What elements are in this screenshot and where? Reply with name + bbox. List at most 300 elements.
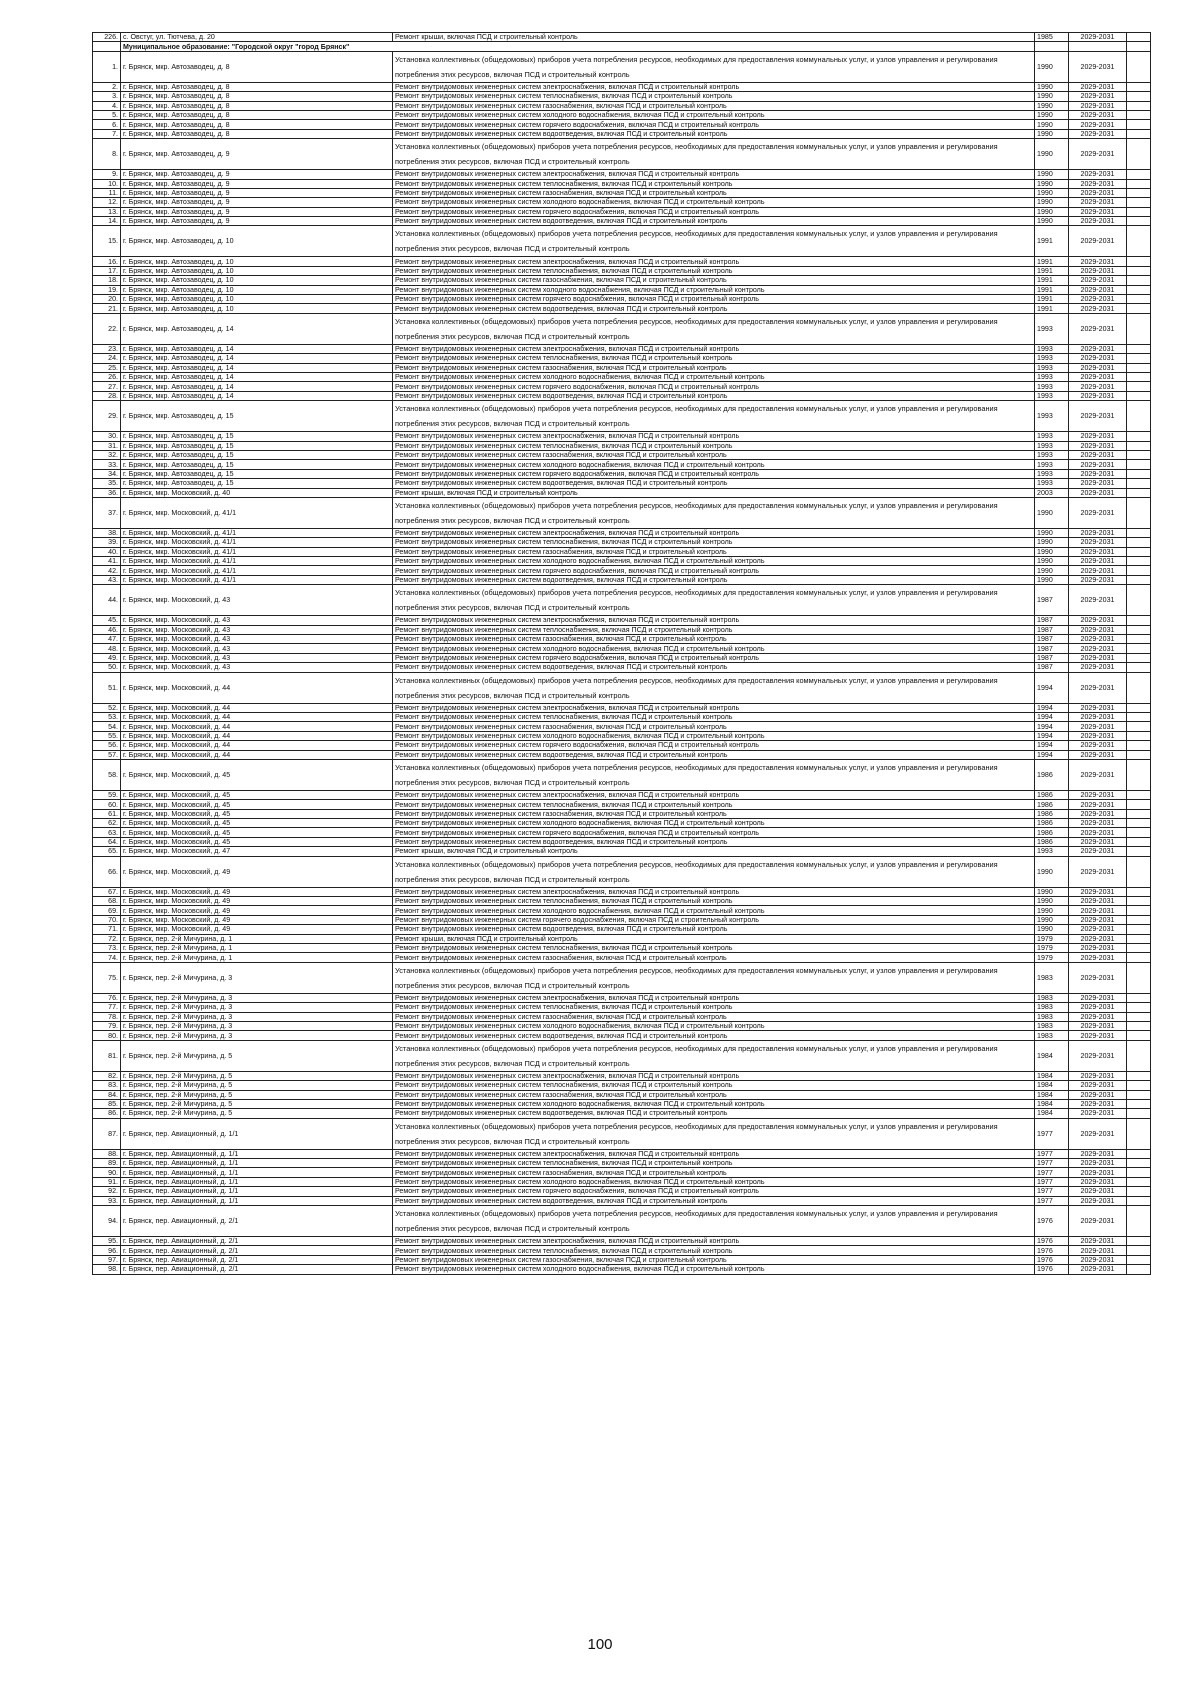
- row-period: 2029-2031: [1069, 703, 1127, 712]
- row-year: 1977: [1035, 1196, 1069, 1205]
- table-row: [93, 897, 1151, 906]
- row-work: Ремонт крыши, включая ПСД и строительный контроль: [393, 488, 1035, 497]
- row-extra: [1127, 1003, 1151, 1012]
- table-row: [93, 528, 1151, 537]
- row-work: Ремонт внутридомовых инженерных систем электроснабжения, включая ПСД и строительный контроль: [393, 790, 1035, 799]
- table-row: [93, 1118, 1151, 1149]
- row-number: 10.: [93, 179, 121, 188]
- row-number: 82.: [93, 1071, 121, 1080]
- row-period: 2029-2031: [1069, 1196, 1127, 1205]
- row-year: 1977: [1035, 1187, 1069, 1196]
- row-period: 2029-2031: [1069, 285, 1127, 294]
- table-row: [93, 391, 1151, 400]
- row-extra: [1127, 800, 1151, 809]
- row-number: 94.: [93, 1206, 121, 1237]
- works-table: [92, 32, 1151, 1275]
- row-work: Ремонт внутридомовых инженерных систем водоотведения, включая ПСД и строительный контроль: [393, 217, 1035, 226]
- row-work: Установка коллективных (общедомовых) приборов учета потребления ресурсов, необходимых для предоставления коммунальных услуг, и узлов управления и регулирования потребления этих ресурсов, включая ПСД и строительный контроль: [393, 139, 1035, 170]
- table-row: [93, 110, 1151, 119]
- row-number: 47.: [93, 635, 121, 644]
- row-work: Установка коллективных (общедомовых) приборов учета потребления ресурсов, необходимых для предоставления коммунальных услуг, и узлов управления и регулирования потребления этих ресурсов, включая ПСД и строительный контроль: [393, 962, 1035, 993]
- row-work: Ремонт внутридомовых инженерных систем теплоснабжения, включая ПСД и строительный контроль: [393, 179, 1035, 188]
- row-extra: [1127, 266, 1151, 275]
- row-work: Ремонт внутридомовых инженерных систем водоотведения, включая ПСД и строительный контроль: [393, 479, 1035, 488]
- row-address: г. Брянск, мкр. Московский, д. 49: [121, 906, 393, 915]
- row-year: 1990: [1035, 566, 1069, 575]
- row-work: Ремонт внутридомовых инженерных систем горячего водоснабжения, включая ПСД и строительный контроль: [393, 120, 1035, 129]
- row-address: г. Брянск, пер. Авиационный, д. 1/1: [121, 1118, 393, 1149]
- row-period: 2029-2031: [1069, 441, 1127, 450]
- row-work: Ремонт внутридомовых инженерных систем газоснабжения, включая ПСД и строительный контроль: [393, 635, 1035, 644]
- row-year: 1993: [1035, 460, 1069, 469]
- works-table-body: [93, 33, 1151, 1275]
- row-period: 2029-2031: [1069, 741, 1127, 750]
- row-period: 2029-2031: [1069, 217, 1127, 226]
- row-extra: [1127, 663, 1151, 672]
- row-work: Ремонт крыши, включая ПСД и строительный контроль: [393, 33, 1035, 42]
- row-period: 2029-2031: [1069, 1187, 1127, 1196]
- row-period: 2029-2031: [1069, 460, 1127, 469]
- table-row: [93, 800, 1151, 809]
- row-period: 2029-2031: [1069, 33, 1127, 42]
- row-extra: [1127, 372, 1151, 381]
- row-work: Ремонт внутридомовых инженерных систем теплоснабжения, включая ПСД и строительный контроль: [393, 92, 1035, 101]
- row-year: 1976: [1035, 1246, 1069, 1255]
- table-row: [93, 538, 1151, 547]
- row-number: 49.: [93, 653, 121, 662]
- row-address: г. Брянск, мкр. Московский, д. 44: [121, 712, 393, 721]
- table-row: [93, 441, 1151, 450]
- row-extra: [1127, 1206, 1151, 1237]
- row-extra: [1127, 1118, 1151, 1149]
- row-address: г. Брянск, мкр. Московский, д. 41/1: [121, 547, 393, 556]
- row-address: г. Брянск, мкр. Автозаводец, д. 15: [121, 432, 393, 441]
- row-period: 2029-2031: [1069, 856, 1127, 887]
- row-period: 2029-2031: [1069, 497, 1127, 528]
- row-address: г. Брянск, мкр. Автозаводец, д. 15: [121, 441, 393, 450]
- row-year: 1986: [1035, 828, 1069, 837]
- table-row: [93, 460, 1151, 469]
- row-extra: [1127, 441, 1151, 450]
- row-address: г. Брянск, мкр. Автозаводец, д. 10: [121, 257, 393, 266]
- row-year: 1984: [1035, 1099, 1069, 1108]
- row-work: Установка коллективных (общедомовых) приборов учета потребления ресурсов, необходимых для предоставления коммунальных услуг, и узлов управления и регулирования потребления этих ресурсов, включая ПСД и строительный контроль: [393, 401, 1035, 432]
- row-extra: [1127, 944, 1151, 953]
- row-extra: [1127, 354, 1151, 363]
- row-number: 77.: [93, 1003, 121, 1012]
- row-work: Ремонт внутридомовых инженерных систем электроснабжения, включая ПСД и строительный контроль: [393, 993, 1035, 1002]
- table-row: [93, 828, 1151, 837]
- row-period: 2029-2031: [1069, 1118, 1127, 1149]
- row-number: 73.: [93, 944, 121, 953]
- row-year: 1993: [1035, 401, 1069, 432]
- row-period: 2029-2031: [1069, 672, 1127, 703]
- row-period: 2029-2031: [1069, 625, 1127, 634]
- table-row: [93, 1246, 1151, 1255]
- row-period: 2029-2031: [1069, 934, 1127, 943]
- table-row: [93, 1206, 1151, 1237]
- row-address: г. Брянск, мкр. Автозаводец, д. 9: [121, 139, 393, 170]
- row-period: 2029-2031: [1069, 257, 1127, 266]
- row-extra: [1127, 566, 1151, 575]
- row-extra: [1127, 344, 1151, 353]
- row-year: 1987: [1035, 625, 1069, 634]
- row-extra: [1127, 809, 1151, 818]
- row-work: Ремонт внутридомовых инженерных систем газоснабжения, включая ПСД и строительный контроль: [393, 953, 1035, 962]
- row-work: Ремонт внутридомовых инженерных систем водоотведения, включая ПСД и строительный контроль: [393, 663, 1035, 672]
- row-address: г. Брянск, мкр. Автозаводец, д. 8: [121, 51, 393, 82]
- row-address: г. Брянск, мкр. Автозаводец, д. 10: [121, 276, 393, 285]
- row-address: г. Брянск, мкр. Автозаводец, д. 8: [121, 101, 393, 110]
- row-number: 17.: [93, 266, 121, 275]
- row-work: Ремонт внутридомовых инженерных систем электроснабжения, включая ПСД и строительный контроль: [393, 82, 1035, 91]
- row-work: Ремонт внутридомовых инженерных систем электроснабжения, включая ПСД и строительный контроль: [393, 703, 1035, 712]
- row-number: 89.: [93, 1159, 121, 1168]
- row-number: 39.: [93, 538, 121, 547]
- row-year: 1979: [1035, 944, 1069, 953]
- row-year: 1987: [1035, 585, 1069, 616]
- row-period: 2029-2031: [1069, 129, 1127, 138]
- row-period: 2029-2031: [1069, 170, 1127, 179]
- row-extra: [1127, 897, 1151, 906]
- row-extra: [1127, 1168, 1151, 1177]
- table-row: [93, 1081, 1151, 1090]
- row-extra: [1127, 170, 1151, 179]
- row-extra: [1127, 51, 1151, 82]
- row-period: 2029-2031: [1069, 828, 1127, 837]
- row-address: г. Брянск, мкр. Автозаводец, д. 10: [121, 295, 393, 304]
- row-period: 2029-2031: [1069, 82, 1127, 91]
- row-period: 2029-2031: [1069, 809, 1127, 818]
- row-address: г. Брянск, пер. 2-й Мичурина, д. 5: [121, 1081, 393, 1090]
- row-extra: [1127, 479, 1151, 488]
- row-year: 1977: [1035, 1118, 1069, 1149]
- row-address: г. Брянск, мкр. Автозаводец, д. 15: [121, 479, 393, 488]
- row-address: г. Брянск, пер. 2-й Мичурина, д. 3: [121, 1031, 393, 1040]
- row-year: 1990: [1035, 110, 1069, 119]
- row-extra: [1127, 82, 1151, 91]
- row-number: 21.: [93, 304, 121, 313]
- table-row: [93, 672, 1151, 703]
- row-address: г. Брянск, пер. 2-й Мичурина, д. 1: [121, 953, 393, 962]
- row-period: 2029-2031: [1069, 344, 1127, 353]
- row-work: Ремонт внутридомовых инженерных систем холодного водоснабжения, включая ПСД и строительный контроль: [393, 1021, 1035, 1030]
- row-address: г. Брянск, мкр. Московский, д. 44: [121, 750, 393, 759]
- row-period: 2029-2031: [1069, 944, 1127, 953]
- row-address: г. Брянск, пер. 2-й Мичурина, д. 5: [121, 1071, 393, 1080]
- row-year: 1986: [1035, 819, 1069, 828]
- row-number: 97.: [93, 1255, 121, 1264]
- row-address: г. Брянск, мкр. Московский, д. 45: [121, 828, 393, 837]
- row-address: г. Брянск, мкр. Автозаводец, д. 8: [121, 82, 393, 91]
- row-extra: [1127, 731, 1151, 740]
- row-number: 58.: [93, 759, 121, 790]
- row-year: 1990: [1035, 856, 1069, 887]
- table-row: [93, 585, 1151, 616]
- row-extra: [1127, 1265, 1151, 1274]
- row-address: г. Брянск, мкр. Московский, д. 45: [121, 819, 393, 828]
- row-year: 1990: [1035, 198, 1069, 207]
- row-period: 2029-2031: [1069, 1081, 1127, 1090]
- row-work: Ремонт внутридомовых инженерных систем электроснабжения, включая ПСД и строительный контроль: [393, 432, 1035, 441]
- row-number: 12.: [93, 198, 121, 207]
- row-address: г. Брянск, пер. Авиационный, д. 1/1: [121, 1187, 393, 1196]
- row-number: 53.: [93, 712, 121, 721]
- row-number: 15.: [93, 226, 121, 257]
- row-period: 2029-2031: [1069, 1031, 1127, 1040]
- row-extra: [1127, 469, 1151, 478]
- row-address: г. Брянск, мкр. Автозаводец, д. 14: [121, 363, 393, 372]
- table-row: [93, 139, 1151, 170]
- row-period: 2029-2031: [1069, 585, 1127, 616]
- row-extra: [1127, 925, 1151, 934]
- section-row: [93, 42, 1151, 51]
- row-extra: [1127, 1196, 1151, 1205]
- row-period: 2029-2031: [1069, 188, 1127, 197]
- row-number: 37.: [93, 497, 121, 528]
- row-year: 1994: [1035, 731, 1069, 740]
- row-work: Ремонт внутридомовых инженерных систем водоотведения, включая ПСД и строительный контроль: [393, 575, 1035, 584]
- row-extra: [1127, 401, 1151, 432]
- table-row: [93, 906, 1151, 915]
- row-period: 2029-2031: [1069, 906, 1127, 915]
- row-work: Ремонт внутридомовых инженерных систем электроснабжения, включая ПСД и строительный контроль: [393, 1237, 1035, 1246]
- row-extra: [1127, 179, 1151, 188]
- table-row: [93, 1040, 1151, 1071]
- row-extra: [1127, 1237, 1151, 1246]
- row-number: 14.: [93, 217, 121, 226]
- row-year: 1983: [1035, 1031, 1069, 1040]
- table-row: [93, 635, 1151, 644]
- row-work: Установка коллективных (общедомовых) приборов учета потребления ресурсов, необходимых для предоставления коммунальных услуг, и узлов управления и регулирования потребления этих ресурсов, включая ПСД и строительный контроль: [393, 759, 1035, 790]
- row-year: 1986: [1035, 800, 1069, 809]
- row-address: г. Брянск, мкр. Автозаводец, д. 9: [121, 170, 393, 179]
- row-year: 1991: [1035, 304, 1069, 313]
- row-year: 1990: [1035, 906, 1069, 915]
- row-number: 74.: [93, 953, 121, 962]
- row-year: 1991: [1035, 295, 1069, 304]
- row-year: 1976: [1035, 1255, 1069, 1264]
- row-number: 7.: [93, 129, 121, 138]
- row-period: 2029-2031: [1069, 790, 1127, 799]
- table-row: [93, 179, 1151, 188]
- row-extra: [1127, 1071, 1151, 1080]
- row-work: Ремонт внутридомовых инженерных систем водоотведения, включая ПСД и строительный контроль: [393, 304, 1035, 313]
- row-work: Ремонт внутридомовых инженерных систем электроснабжения, включая ПСД и строительный контроль: [393, 257, 1035, 266]
- row-extra: [1127, 92, 1151, 101]
- row-number: 25.: [93, 363, 121, 372]
- row-work: Ремонт внутридомовых инженерных систем теплоснабжения, включая ПСД и строительный контроль: [393, 625, 1035, 634]
- row-number: 75.: [93, 962, 121, 993]
- row-year: 1976: [1035, 1206, 1069, 1237]
- row-address: г. Брянск, пер. 2-й Мичурина, д. 3: [121, 1003, 393, 1012]
- row-work: Ремонт внутридомовых инженерных систем газоснабжения, включая ПСД и строительный контроль: [393, 1090, 1035, 1099]
- row-number: 38.: [93, 528, 121, 537]
- row-year: 1987: [1035, 663, 1069, 672]
- row-period: 2029-2031: [1069, 1040, 1127, 1071]
- row-extra: [1127, 1040, 1151, 1071]
- row-number: 59.: [93, 790, 121, 799]
- row-year: 1990: [1035, 129, 1069, 138]
- row-number: 35.: [93, 479, 121, 488]
- row-year: 1990: [1035, 51, 1069, 82]
- table-row: [93, 1187, 1151, 1196]
- row-work: Установка коллективных (общедомовых) приборов учета потребления ресурсов, необходимых для предоставления коммунальных услуг, и узлов управления и регулирования потребления этих ресурсов, включая ПСД и строительный контроль: [393, 1206, 1035, 1237]
- row-extra: [1127, 304, 1151, 313]
- row-address: г. Брянск, мкр. Автозаводец, д. 14: [121, 391, 393, 400]
- row-work: Ремонт внутридомовых инженерных систем теплоснабжения, включая ПСД и строительный контроль: [393, 1246, 1035, 1255]
- row-period: 2029-2031: [1069, 528, 1127, 537]
- row-period: 2029-2031: [1069, 1090, 1127, 1099]
- row-work: Установка коллективных (общедомовых) приборов учета потребления ресурсов, необходимых для предоставления коммунальных услуг, и узлов управления и регулирования потребления этих ресурсов, включая ПСД и строительный контроль: [393, 1040, 1035, 1071]
- row-number: 11.: [93, 188, 121, 197]
- row-address: г. Брянск, мкр. Московский, д. 41/1: [121, 528, 393, 537]
- table-row: [93, 557, 1151, 566]
- row-address: г. Брянск, мкр. Московский, д. 49: [121, 856, 393, 887]
- row-extra: [1127, 887, 1151, 896]
- row-work: Ремонт внутридомовых инженерных систем холодного водоснабжения, включая ПСД и строительный контроль: [393, 731, 1035, 740]
- row-number: 43.: [93, 575, 121, 584]
- table-row: [93, 1177, 1151, 1186]
- row-period: 2029-2031: [1069, 198, 1127, 207]
- page-number: 100: [587, 1636, 613, 1653]
- table-row: [93, 1012, 1151, 1021]
- row-period: 2029-2031: [1069, 750, 1127, 759]
- row-address: г. Брянск, мкр. Автозаводец, д. 15: [121, 401, 393, 432]
- row-work: Ремонт внутридомовых инженерных систем горячего водоснабжения, включая ПСД и строительный контроль: [393, 207, 1035, 216]
- row-extra: [1127, 1149, 1151, 1158]
- row-period: 2029-2031: [1069, 566, 1127, 575]
- row-year: 1993: [1035, 479, 1069, 488]
- table-row: [93, 703, 1151, 712]
- row-number: 29.: [93, 401, 121, 432]
- row-address: г. Брянск, мкр. Московский, д. 41/1: [121, 566, 393, 575]
- row-year: 1976: [1035, 1265, 1069, 1274]
- row-extra: [1127, 188, 1151, 197]
- row-period: 2029-2031: [1069, 731, 1127, 740]
- row-work: Ремонт внутридомовых инженерных систем теплоснабжения, включая ПСД и строительный контроль: [393, 1081, 1035, 1090]
- row-work: Ремонт крыши, включая ПСД и строительный контроль: [393, 847, 1035, 856]
- row-extra: [1127, 363, 1151, 372]
- table-row: [93, 82, 1151, 91]
- row-address: г. Брянск, мкр. Московский, д. 40: [121, 488, 393, 497]
- row-year: 1993: [1035, 372, 1069, 381]
- row-address: г. Брянск, мкр. Автозаводец, д. 8: [121, 120, 393, 129]
- row-year: 1983: [1035, 1003, 1069, 1012]
- row-number: 65.: [93, 847, 121, 856]
- row-year: 1987: [1035, 653, 1069, 662]
- row-year: 1983: [1035, 1012, 1069, 1021]
- table-row: [93, 1237, 1151, 1246]
- table-row: [93, 962, 1151, 993]
- row-extra: [1127, 547, 1151, 556]
- table-row: [93, 1149, 1151, 1158]
- row-extra: [1127, 962, 1151, 993]
- row-extra: [1127, 837, 1151, 846]
- row-period: 2029-2031: [1069, 837, 1127, 846]
- table-row: [93, 257, 1151, 266]
- row-address: г. Брянск, мкр. Автозаводец, д. 9: [121, 198, 393, 207]
- row-extra: [1127, 934, 1151, 943]
- table-row: [93, 497, 1151, 528]
- table-row: [93, 925, 1151, 934]
- table-row: [93, 856, 1151, 887]
- row-address: г. Брянск, пер. 2-й Мичурина, д. 3: [121, 1012, 393, 1021]
- row-period: 2029-2031: [1069, 575, 1127, 584]
- row-year: 1990: [1035, 925, 1069, 934]
- row-period: 2029-2031: [1069, 897, 1127, 906]
- row-work: Установка коллективных (общедомовых) приборов учета потребления ресурсов, необходимых для предоставления коммунальных услуг, и узлов управления и регулирования потребления этих ресурсов, включая ПСД и строительный контроль: [393, 313, 1035, 344]
- table-row: [93, 1003, 1151, 1012]
- row-period: 2029-2031: [1069, 488, 1127, 497]
- table-row: [93, 625, 1151, 634]
- section-number: [93, 42, 121, 51]
- row-number: 42.: [93, 566, 121, 575]
- row-address: г. Брянск, пер. 2-й Мичурина, д. 1: [121, 934, 393, 943]
- row-number: 57.: [93, 750, 121, 759]
- row-work: Ремонт внутридомовых инженерных систем холодного водоснабжения, включая ПСД и строительный контроль: [393, 906, 1035, 915]
- row-number: 60.: [93, 800, 121, 809]
- table-row: [93, 1168, 1151, 1177]
- row-period: 2029-2031: [1069, 712, 1127, 721]
- row-work: Ремонт внутридомовых инженерных систем газоснабжения, включая ПСД и строительный контроль: [393, 363, 1035, 372]
- row-address: г. Брянск, мкр. Московский, д. 44: [121, 731, 393, 740]
- row-work: Ремонт внутридомовых инженерных систем холодного водоснабжения, включая ПСД и строительный контроль: [393, 285, 1035, 294]
- table-row: [93, 547, 1151, 556]
- row-work: Ремонт внутридомовых инженерных систем горячего водоснабжения, включая ПСД и строительный контроль: [393, 653, 1035, 662]
- row-year: 1986: [1035, 790, 1069, 799]
- row-extra: [1127, 207, 1151, 216]
- table-row: [93, 953, 1151, 962]
- table-row: [93, 1021, 1151, 1030]
- row-extra: [1127, 1021, 1151, 1030]
- table-row: [93, 469, 1151, 478]
- row-number: 95.: [93, 1237, 121, 1246]
- row-number: 40.: [93, 547, 121, 556]
- row-number: 66.: [93, 856, 121, 887]
- row-period: 2029-2031: [1069, 887, 1127, 896]
- row-year: 1991: [1035, 257, 1069, 266]
- row-number: 3.: [93, 92, 121, 101]
- table-row: [93, 790, 1151, 799]
- row-period: 2029-2031: [1069, 538, 1127, 547]
- row-address: г. Брянск, пер. 2-й Мичурина, д. 5: [121, 1090, 393, 1099]
- row-year: 1977: [1035, 1159, 1069, 1168]
- row-number: 98.: [93, 1265, 121, 1274]
- row-extra: [1127, 1090, 1151, 1099]
- table-row: [93, 616, 1151, 625]
- row-address: г. Брянск, мкр. Автозаводец, д. 8: [121, 92, 393, 101]
- row-period: 2029-2031: [1069, 382, 1127, 391]
- row-year: 1993: [1035, 363, 1069, 372]
- row-extra: [1127, 391, 1151, 400]
- table-row: [93, 1031, 1151, 1040]
- row-period: 2029-2031: [1069, 1168, 1127, 1177]
- row-year: 1994: [1035, 712, 1069, 721]
- row-period: 2029-2031: [1069, 354, 1127, 363]
- row-year: 1990: [1035, 170, 1069, 179]
- row-address: с. Овстуг, ул. Тютчева, д. 20: [121, 33, 393, 42]
- row-address: г. Брянск, мкр. Автозаводец, д. 9: [121, 179, 393, 188]
- row-number: 62.: [93, 819, 121, 828]
- row-number: 91.: [93, 1177, 121, 1186]
- row-period: 2029-2031: [1069, 432, 1127, 441]
- table-row: [93, 1255, 1151, 1264]
- row-work: Ремонт внутридомовых инженерных систем электроснабжения, включая ПСД и строительный контроль: [393, 170, 1035, 179]
- row-address: г. Брянск, пер. 2-й Мичурина, д. 1: [121, 944, 393, 953]
- row-address: г. Брянск, мкр. Автозаводец, д. 14: [121, 372, 393, 381]
- row-period: 2029-2031: [1069, 847, 1127, 856]
